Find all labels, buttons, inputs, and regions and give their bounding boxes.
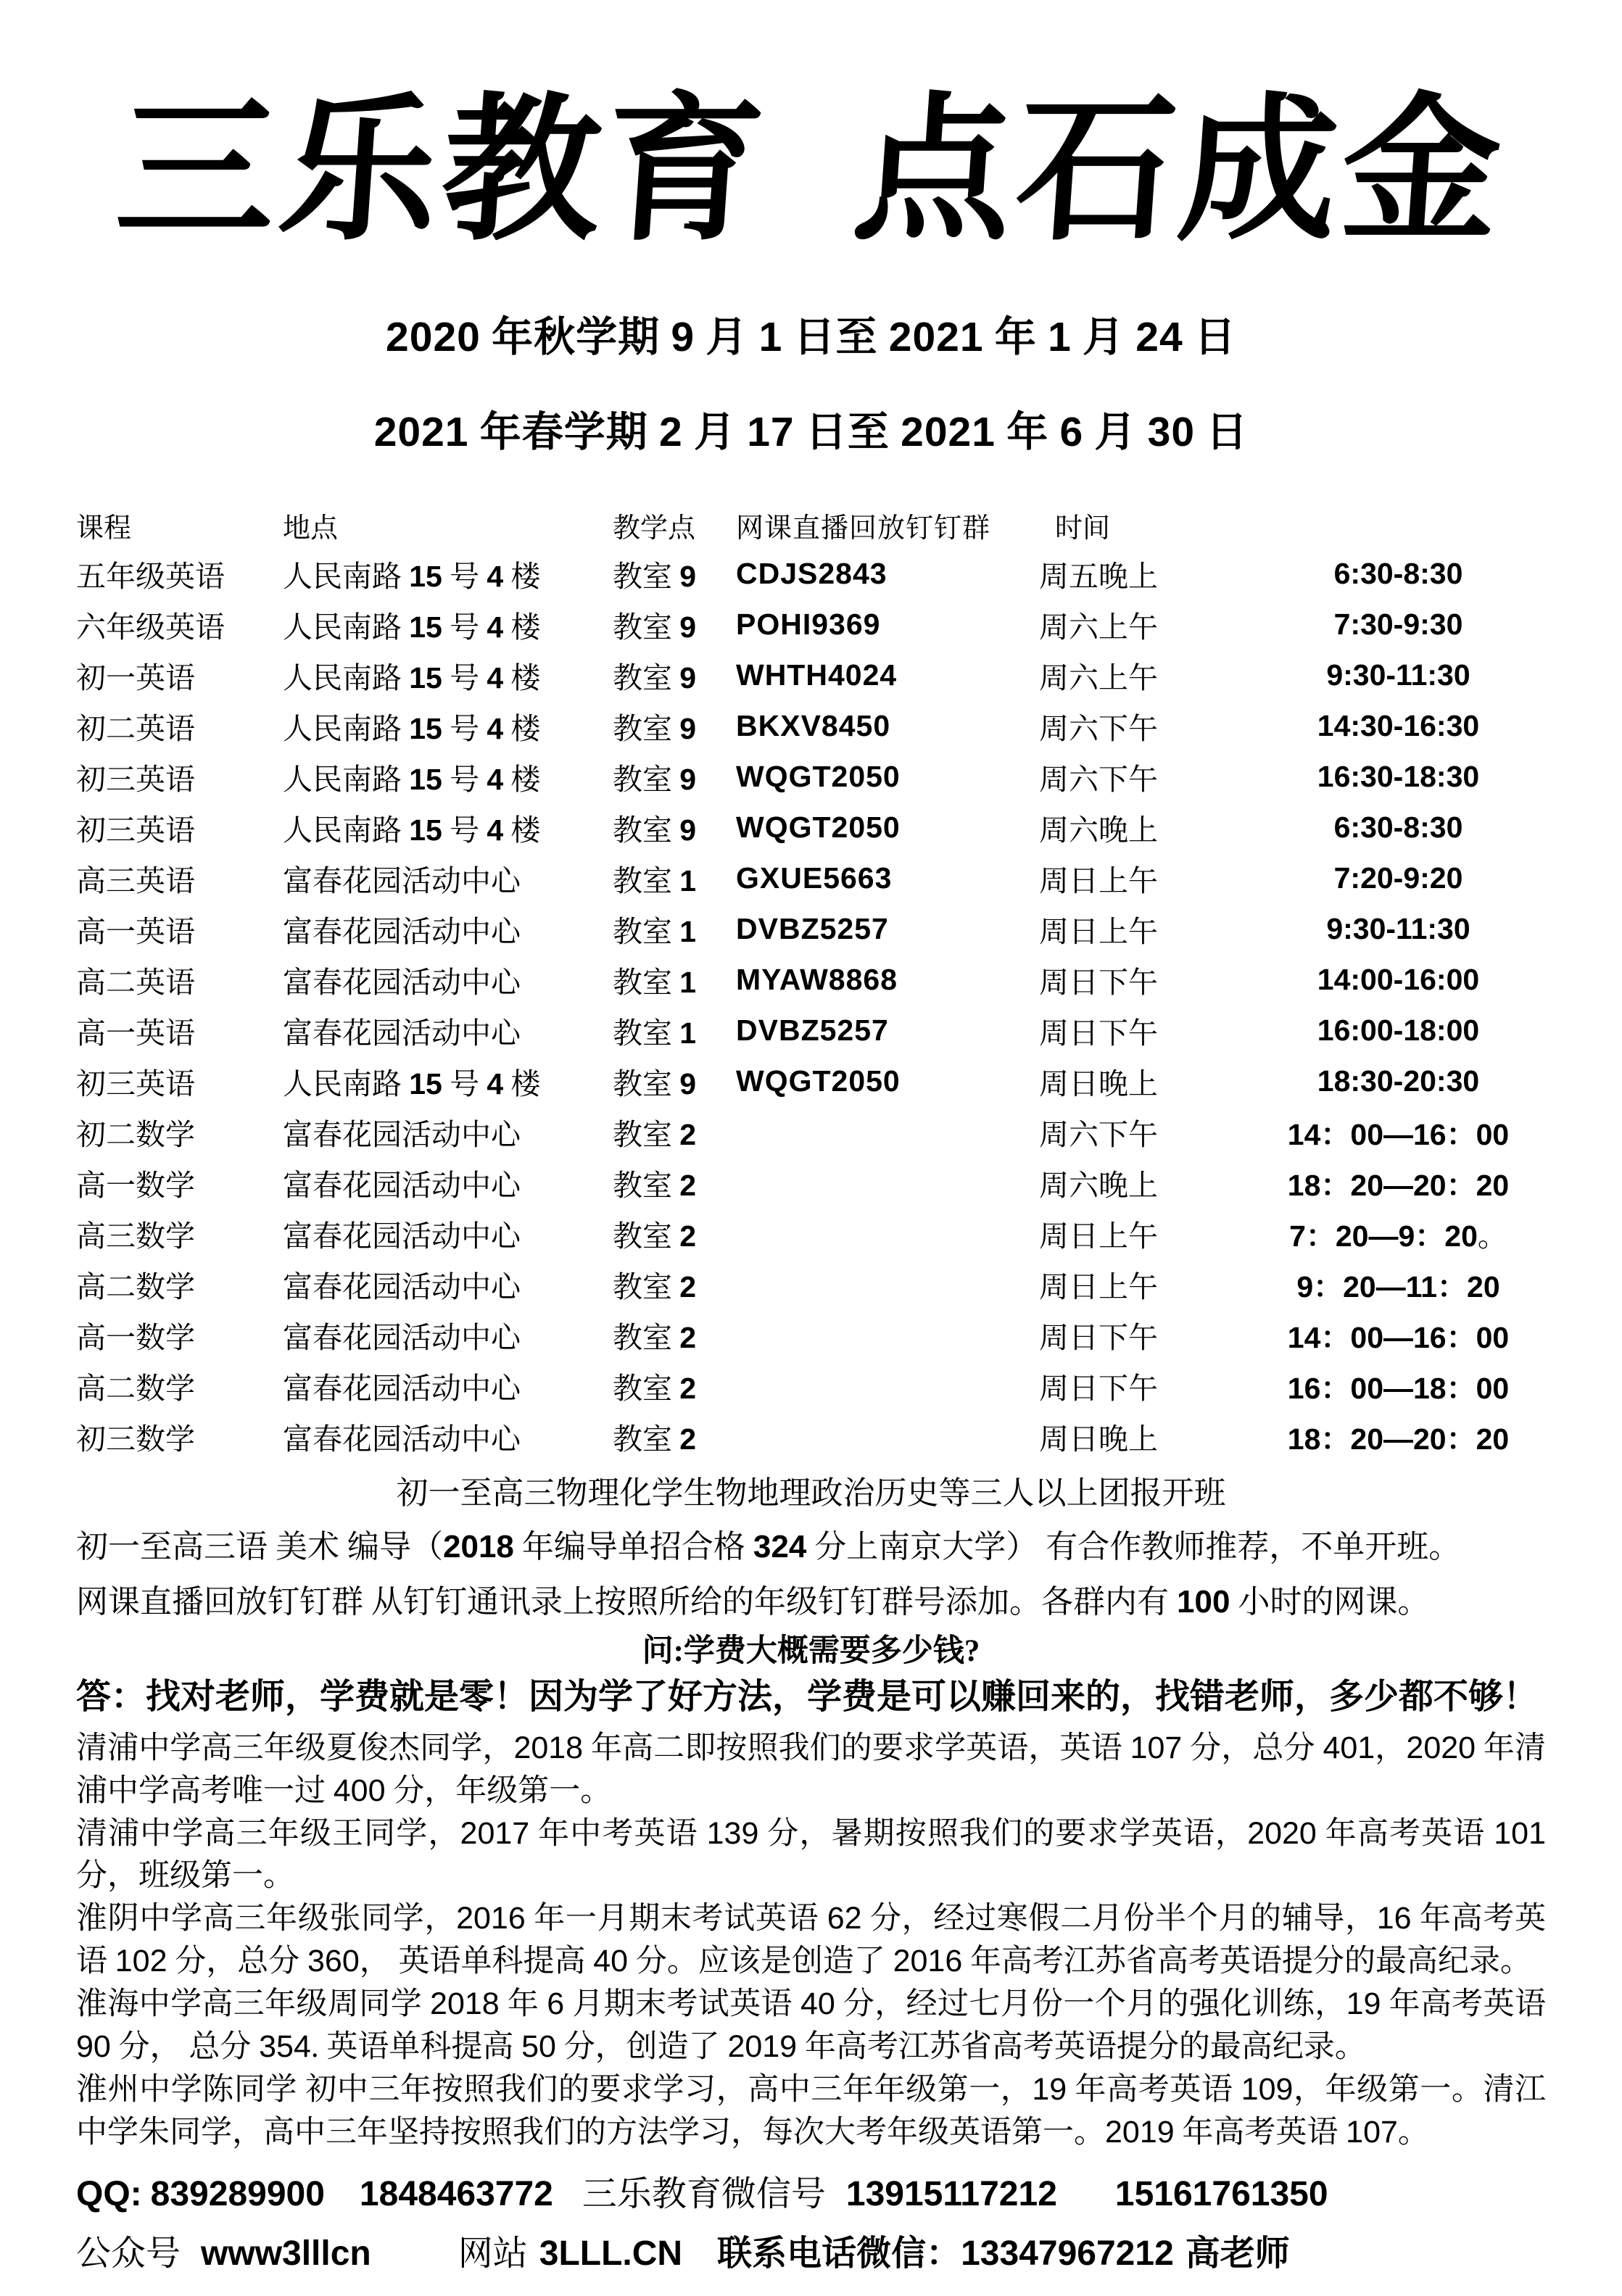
cell-time: 9:30-11:30 — [1326, 912, 1470, 946]
cell-time: 18：20—20：20 — [1287, 1168, 1510, 1202]
col-header-time: 时间 — [1055, 513, 1111, 544]
cell-dingtalk-group: DVBZ5257 — [736, 912, 889, 946]
cell-classroom: 教室 2 — [613, 1320, 697, 1354]
cell-location: 富春花园活动中心 — [283, 1016, 521, 1050]
wechat-label: 三乐教育微信号 — [582, 2175, 826, 2214]
col-header-location: 地点 — [283, 513, 339, 544]
col-header-dingtalk-group: 网课直播回放钉钉群 — [736, 513, 991, 544]
cell-time: 6:30-8:30 — [1333, 557, 1463, 591]
cell-course: 高二英语 — [76, 965, 195, 999]
table-header-row — [76, 502, 1546, 548]
cell-course: 高一英语 — [76, 1016, 195, 1050]
cell-location: 人民南路 15 号 4 楼 — [283, 1066, 541, 1101]
answer-line: 答：找对老师，学费就是零！因为学了好方法，学费是可以赚回来的，找错老师，多少都不够！ — [76, 1678, 1539, 1717]
testimonial-paragraph: 淮州中学陈同学 初中三年按照我们的要求学习，高中三年年级第一，19 年高考英语 109，年级第一。清江中学朱同学，高中三年坚持按照我们的方法学习，每次大考年级英语第一。2019 年高考英语 107。 — [76, 2072, 1547, 2150]
phone-wechat-label: 联系电话微信： — [717, 2234, 961, 2274]
testimonials — [76, 1727, 1546, 2154]
cell-dingtalk-group: WQGT2050 — [736, 1064, 901, 1098]
table-row — [76, 1309, 1546, 1360]
cell-dingtalk-group: WQGT2050 — [736, 811, 901, 845]
table-row — [76, 903, 1546, 954]
cell-classroom: 教室 9 — [613, 762, 697, 796]
testimonial-paragraph: 淮阴中学高三年级张同学，2016 年一月期末考试英语 62 分，经过寒假二月份半个月的辅导，16 年高考英语 102 分，总分 360， 英语单科提高 40 分。应该是创造了 2016 年高考江苏省高考英语提分的最高纪录。 — [76, 1901, 1547, 1979]
page-title: 三乐教育 点石成金 — [111, 85, 1511, 260]
contact-line-2 — [76, 2232, 1546, 2276]
question-line: 问:学费大概需要多少钱? — [642, 1634, 980, 1669]
cell-dingtalk-group: WHTH4024 — [736, 658, 898, 692]
cell-day: 周六下午 — [1039, 1117, 1158, 1151]
cell-classroom: 教室 9 — [613, 813, 697, 847]
cell-course: 初三英语 — [76, 762, 195, 796]
phone-number: 13347967212 — [961, 2234, 1174, 2274]
cell-dingtalk-group: GXUE5663 — [736, 861, 893, 895]
table-row — [76, 853, 1546, 903]
cell-location: 富春花园活动中心 — [283, 1117, 521, 1151]
gongzhonghao-label: 公众号 — [76, 2234, 181, 2274]
cell-day: 周日上午 — [1039, 1219, 1158, 1253]
table-body — [76, 548, 1546, 1462]
semester-date-spring: 2021 年春学期 2 月 17 日至 2021 年 6 月 30 日 — [373, 409, 1249, 456]
class-schedule-table — [76, 502, 1546, 1462]
note-group-enrollment: 初一至高三物理化学生物地理政治历史等三人以上团报开班 — [396, 1475, 1226, 1512]
note-art-program: 初一至高三语 美术 编导（2018 年编导单招合格 324 分上南京大学） 有合作教师推荐，不单开班。 — [76, 1529, 1461, 1565]
table-row — [76, 1360, 1546, 1411]
cell-classroom: 教室 9 — [613, 1066, 697, 1101]
cell-classroom: 教室 9 — [613, 660, 697, 695]
cell-location: 富春花园活动中心 — [283, 1320, 521, 1354]
cell-day: 周日上午 — [1039, 863, 1158, 898]
cell-day: 周日上午 — [1039, 1269, 1158, 1304]
wechat-number-1: 13915117212 — [845, 2175, 1057, 2214]
cell-location: 人民南路 15 号 4 楼 — [283, 610, 541, 644]
cell-course: 五年级英语 — [76, 559, 225, 593]
cell-classroom: 教室 9 — [613, 711, 697, 745]
cell-day: 周日晚上 — [1039, 1066, 1158, 1101]
cell-classroom: 教室 2 — [613, 1269, 697, 1304]
cell-location: 富春花园活动中心 — [283, 1168, 521, 1202]
cell-time: 9：20—11：20 — [1296, 1269, 1500, 1304]
cell-location: 人民南路 15 号 4 楼 — [283, 813, 541, 847]
qq-number-2: 1848463772 — [359, 2175, 553, 2214]
cell-course: 高二数学 — [76, 1371, 195, 1405]
cell-day: 周日下午 — [1039, 1320, 1158, 1354]
cell-classroom: 教室 2 — [613, 1117, 697, 1151]
table-row — [76, 700, 1546, 751]
cell-time: 14：00—16：00 — [1287, 1117, 1510, 1151]
cell-course: 高三数学 — [76, 1219, 195, 1253]
note-dingtalk-groups: 网课直播回放钉钉群 从钉钉通讯录上按照所给的年级钉钉群号添加。各群内有 100 小时的网课。 — [76, 1584, 1430, 1620]
cell-course: 初三英语 — [76, 813, 195, 847]
table-row — [76, 1005, 1546, 1056]
cell-day: 周五晚上 — [1039, 559, 1158, 593]
cell-course: 高一数学 — [76, 1320, 195, 1354]
cell-dingtalk-group: POHI9369 — [736, 608, 881, 642]
cell-time: 16:00-18:00 — [1317, 1014, 1480, 1048]
cell-location: 人民南路 15 号 4 楼 — [283, 559, 541, 593]
cell-time: 9:30-11:30 — [1326, 658, 1470, 692]
table-row — [76, 1411, 1546, 1462]
cell-classroom: 教室 1 — [613, 965, 697, 999]
cell-time: 18:30-20:30 — [1317, 1064, 1480, 1098]
cell-dingtalk-group: WQGT2050 — [736, 760, 901, 794]
semester-dates — [76, 312, 1546, 458]
table-row — [76, 802, 1546, 853]
table-row — [76, 548, 1546, 599]
cell-day: 周六下午 — [1039, 762, 1158, 796]
cell-course: 六年级英语 — [76, 610, 225, 644]
cell-course: 初二数学 — [76, 1117, 195, 1151]
cell-day: 周日晚上 — [1039, 1422, 1158, 1456]
cell-location: 富春花园活动中心 — [283, 863, 521, 898]
cell-classroom: 教室 2 — [613, 1422, 697, 1456]
cell-time: 16：00—18：00 — [1287, 1371, 1510, 1405]
cell-location: 人民南路 15 号 4 楼 — [283, 660, 541, 695]
table-row — [76, 599, 1546, 650]
website-label: 网站 — [458, 2234, 528, 2274]
cell-dingtalk-group: CDJS2843 — [736, 557, 887, 591]
cell-day: 周六下午 — [1039, 711, 1158, 745]
cell-location: 富春花园活动中心 — [283, 1371, 521, 1405]
cell-time: 6:30-8:30 — [1333, 811, 1463, 845]
cell-course: 初三数学 — [76, 1422, 195, 1456]
qq-label: QQ: — [76, 2175, 142, 2214]
table-row — [76, 751, 1546, 802]
cell-classroom: 教室 1 — [613, 863, 697, 898]
cell-day: 周六晚上 — [1039, 813, 1158, 847]
cell-dingtalk-group: MYAW8868 — [736, 963, 898, 997]
cell-course: 初一英语 — [76, 660, 195, 695]
table-row — [76, 650, 1546, 700]
table-row — [76, 1157, 1546, 1208]
testimonial-paragraph: 清浦中学高三年级王同学，2017 年中考英语 139 分，暑期按照我们的要求学英语，2020 年高考英语 101 分，班级第一。 — [76, 1816, 1547, 1894]
table-row — [76, 1208, 1546, 1259]
cell-course: 高三英语 — [76, 863, 195, 898]
wechat-number-2: 15161761350 — [1114, 2175, 1328, 2214]
cell-classroom: 教室 2 — [613, 1219, 697, 1253]
cell-location: 富春花园活动中心 — [283, 1422, 521, 1456]
table-row — [76, 1106, 1546, 1157]
gongzhonghao-id: www3lllcn — [201, 2234, 371, 2274]
cell-location: 人民南路 15 号 4 楼 — [283, 762, 541, 796]
cell-location: 富春花园活动中心 — [283, 1219, 521, 1253]
cell-classroom: 教室 1 — [613, 1016, 697, 1050]
cell-dingtalk-group: DVBZ5257 — [736, 1014, 889, 1048]
col-header-classroom: 教学点 — [613, 513, 696, 544]
cell-time: 18：20—20：20 — [1287, 1422, 1510, 1456]
cell-classroom: 教室 2 — [613, 1168, 697, 1202]
cell-day: 周日上午 — [1039, 914, 1158, 948]
cell-time: 7:30-9:30 — [1333, 608, 1463, 642]
cell-course: 高二数学 — [76, 1269, 195, 1304]
cell-dingtalk-group: BKXV8450 — [736, 709, 891, 743]
cell-day: 周日下午 — [1039, 965, 1158, 999]
cell-time: 7:20-9:20 — [1333, 861, 1463, 895]
table-row — [76, 954, 1546, 1005]
cell-location: 富春花园活动中心 — [283, 965, 521, 999]
cell-location: 人民南路 15 号 4 楼 — [283, 711, 541, 745]
cell-course: 高一数学 — [76, 1168, 195, 1202]
cell-classroom: 教室 9 — [613, 610, 697, 644]
cell-time: 14:00-16:00 — [1317, 963, 1480, 997]
semester-date-fall: 2020 年秋学期 9 月 1 日至 2021 年 1 月 24 日 — [386, 314, 1236, 361]
cell-day: 周日下午 — [1039, 1371, 1158, 1405]
cell-classroom: 教室 1 — [613, 914, 697, 948]
cell-time: 16:30-18:30 — [1317, 760, 1480, 794]
cell-time: 14：00—16：00 — [1287, 1320, 1510, 1354]
cell-course: 初三英语 — [76, 1066, 195, 1101]
cell-day: 周六上午 — [1039, 660, 1158, 695]
cell-day: 周六上午 — [1039, 610, 1158, 644]
cell-classroom: 教室 9 — [613, 559, 697, 593]
testimonial-paragraph: 清浦中学高三年级夏俊杰同学，2018 年高二即按照我们的要求学英语，英语 107 分，总分 401，2020 年清浦中学高考唯一过 400 分，年级第一。 — [76, 1731, 1547, 1809]
col-header-course: 课程 — [76, 513, 132, 544]
cell-course: 高一英语 — [76, 914, 195, 948]
cell-location: 富春花园活动中心 — [283, 914, 521, 948]
cell-course: 初二英语 — [76, 711, 195, 745]
cell-time: 14:30-16:30 — [1317, 709, 1480, 743]
table-row — [76, 1259, 1546, 1309]
table-row — [76, 1056, 1546, 1106]
cell-day: 周日下午 — [1039, 1016, 1158, 1050]
cell-location: 富春花园活动中心 — [283, 1269, 521, 1304]
cell-classroom: 教室 2 — [613, 1371, 697, 1405]
website-url: 3LLL.CN — [539, 2234, 683, 2274]
qq-number-1: 839289900 — [150, 2175, 325, 2214]
teacher-name: 高老师 — [1185, 2234, 1290, 2274]
cell-day: 周六晚上 — [1039, 1168, 1158, 1202]
testimonial-paragraph: 淮海中学高三年级周同学 2018 年 6 月期末考试英语 40 分，经过七月份一个月的强化训练，19 年高考英语 90 分， 总分 354. 英语单科提高 50 分，创造了 2019 年高考江苏省高考英语提分的最高纪录。 — [76, 1986, 1547, 2065]
cell-time: 7：20—9：20。 — [1289, 1219, 1507, 1253]
contact-line-1 — [76, 2173, 1546, 2216]
